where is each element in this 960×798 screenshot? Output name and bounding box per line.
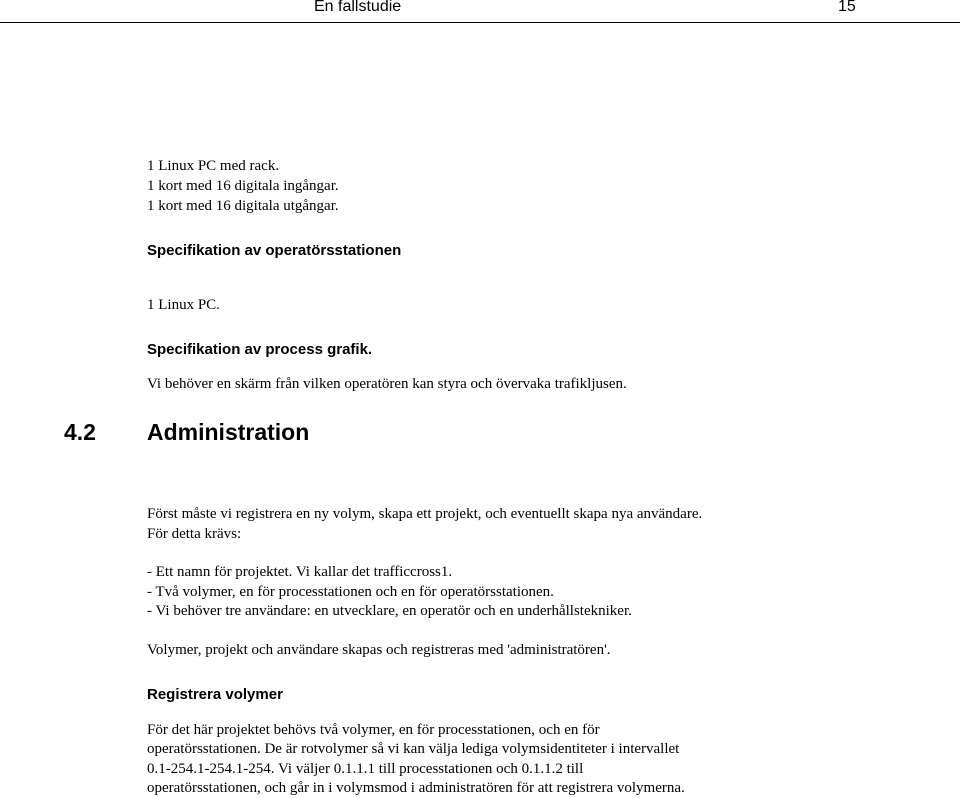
requirement-item: - Vi behöver tre användare: en utvecklare, en operatör och en underhållstekniker. [147,603,632,619]
document-title: En fallstudie [314,0,402,15]
intro-line: Först måste vi registrera en ny volym, skapa ett projekt, och eventuellt skapa nya användare. [147,506,703,522]
summary-text: Volymer, projekt och användare skapas och registreras med 'administratören'. [147,642,611,658]
requirement-item: - Ett namn för projektet. Vi kallar det trafficcross1. [147,564,453,580]
intro-line: För detta krävs: [147,526,242,542]
register-volumes-line: operatörsstationen. De är rotvolymer så vi kan välja lediga volymsidentiteter i intervallet [147,741,680,757]
requirement-item: - Två volymer, en för processtationen och en för operatörsstationen. [147,584,554,600]
process-graphics-heading: Specifikation av process grafik. [147,341,373,358]
hardware-item: 1 kort med 16 digitala utgångar. [147,198,339,214]
operator-station-text: 1 Linux PC. [147,297,220,313]
register-volumes-line: För det här projektet behövs två volymer, en för processtationen, och en för [147,722,600,738]
hardware-item: 1 kort med 16 digitala ingångar. [147,178,339,194]
section-number: 4.2 [64,419,96,445]
operator-station-heading: Specifikation av operatörsstationen [147,242,402,259]
register-volumes-line: operatörsstationen, och går in i volymsmod i administratören för att registrera volymerna. [147,780,685,796]
register-volumes-line: 0.1-254.1-254.1-254. Vi väljer 0.1.1.1 till processtationen och 0.1.1.2 till [147,761,584,777]
register-volumes-heading: Registrera volymer [147,686,283,703]
process-graphics-text: Vi behöver en skärm från vilken operatören kan styra och övervaka trafikljusen. [147,376,627,392]
section-title: Administration [147,419,310,445]
page-header [0,0,960,23]
page-number: 15 [838,0,856,15]
hardware-item: 1 Linux PC med rack. [147,158,280,174]
